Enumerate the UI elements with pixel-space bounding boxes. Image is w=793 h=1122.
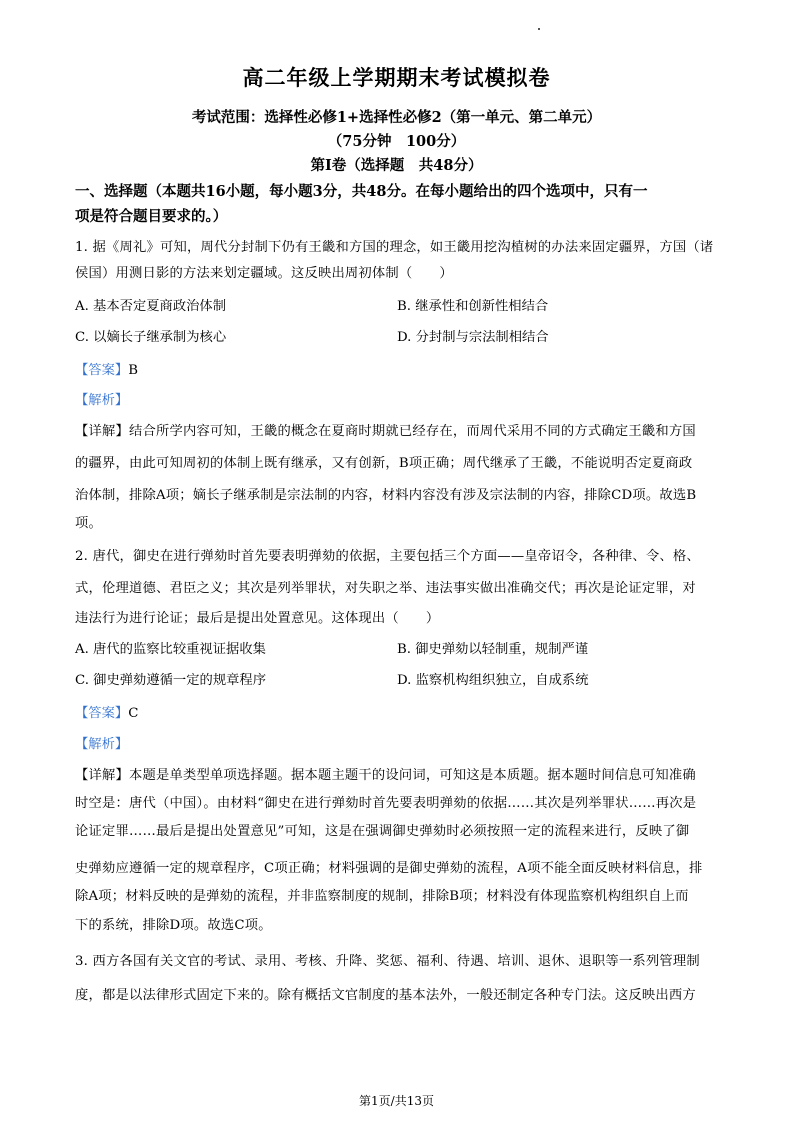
q1-stem-line: 侯国）用测日影的方法来划定疆域。这反映出周初体制（ ） (75, 266, 453, 281)
section-heading-line1: 一、选择题（本题共16小题，每小题3分，共48分。在每小题给出的四个选项中，只有一 (75, 183, 648, 200)
q1-answer (75, 359, 138, 378)
q2-option-b: B. 御史弹劾以轻制重，规制严谨 (397, 642, 589, 657)
q1-detail-line: 的疆界，由此可知周初的体制上既有继承，又有创新，B项正确；周代继承了王畿，不能说明否定夏商政 (75, 456, 693, 471)
exam-time: （75分钟 100分） (327, 133, 466, 150)
section-heading-line2: 项是符合题目要求的。） (75, 208, 228, 225)
answer-label: 【答案】 (75, 706, 129, 721)
q2-stem-line: 式，伦理道德、君臣之义；其次是列举罪状，对失职之举、违法事实做出准确交代；再次是论证定罪，对 (75, 581, 696, 596)
q2-detail-line: 下的系统，排除D项。故选C项。 (75, 918, 272, 933)
q2-option-d: D. 监察机构组织独立，自成系统 (397, 673, 589, 688)
q2-analysis-label: 【解析】 (75, 737, 129, 752)
volume-heading: 第Ⅰ卷（选择题 共48分） (310, 157, 483, 174)
q2-stem-line: 违法行为进行论证；最后是提出处置意见。这体现出（ ） (75, 611, 440, 626)
q2-option-a: A. 唐代的监察比较重视证据收集 (75, 642, 266, 657)
q1-detail-line: 项。 (75, 516, 102, 531)
q1-analysis-label: 【解析】 (75, 393, 129, 408)
q2-detail-line: 【详解】本题是单类型单项选择题。据本题主题干的设问词，可知这是本质题。据本题时间信息可知准确 (75, 768, 696, 783)
page-title: 高二年级上学期期末考试模拟卷 (242, 65, 551, 90)
q2-stem-line: 2. 唐代，御史在进行弹劾时首先要表明弹劾的依据，主要包括三个方面——皇帝诏令，各种律、令、格、 (75, 549, 700, 564)
q3-stem-line: 3. 西方各国有关文官的考试、录用、考核、升降、奖惩、福利、待遇、培训、退休、退职等一系列管理制 (75, 954, 700, 969)
q1-option-a: A. 基本否定夏商政治体制 (75, 299, 227, 314)
q1-option-b: B. 继承性和创新性相结合 (397, 299, 549, 314)
q2-option-c: C. 御史弹劾遵循一定的规章程序 (75, 673, 267, 688)
page-number: 第1页/共13页 (359, 1094, 434, 1108)
q2-detail-line: 时空是：唐代（中国）。由材料“御史在进行弹劾时首先要表明弹劾的依据……其次是列举罪状……再次是 (75, 796, 697, 811)
scan-dot (538, 28, 540, 30)
q2-detail-line: 除A项；材料反映的是弹劾的流程，并非监察制度的规制，排除B项；材料没有体现监察机构组织自上而 (75, 889, 689, 904)
q1-detail-line: 【详解】结合所学内容可知，王畿的概念在夏商时期就已经存在，而周代采用不同的方式确定王畿和方国 (75, 424, 696, 439)
answer-label: 【答案】 (75, 363, 129, 378)
q1-detail-line: 治体制，排除A项；嫡长子继承制是宗法制的内容，材料内容没有涉及宗法制的内容，排除CD项。故选B (75, 488, 697, 503)
q2-detail-line: 论证定罪……最后是提出处置意见”可知，这是在强调御史弹劾时必须按照一定的流程来进行，反映了御 (75, 824, 690, 839)
exam-scope: 考试范围：选择性必修1+选择性必修2（第一单元、第二单元） (191, 109, 602, 126)
q3-stem-line: 度，都是以法律形式固定下来的。除有概括文官制度的基本法外，一般还制定各种专门法。这反映出西方 (75, 988, 696, 1003)
answer-value: B (128, 363, 138, 378)
q1-stem-line: 1. 据《周礼》可知，周代分封制下仍有王畿和方国的理念，如王畿用挖沟植树的办法来固定疆界，方国（诸 (75, 240, 714, 255)
q2-answer (75, 702, 138, 721)
answer-value: C (128, 706, 139, 721)
q1-option-c: C. 以嫡长子继承制为核心 (75, 330, 227, 345)
q2-detail-line: 史弹劾应遵循一定的规章程序，C项正确；材料强调的是御史弹劾的流程，A项不能全面反映材料信息，排 (75, 861, 703, 876)
q1-option-d: D. 分封制与宗法制相结合 (397, 330, 549, 345)
